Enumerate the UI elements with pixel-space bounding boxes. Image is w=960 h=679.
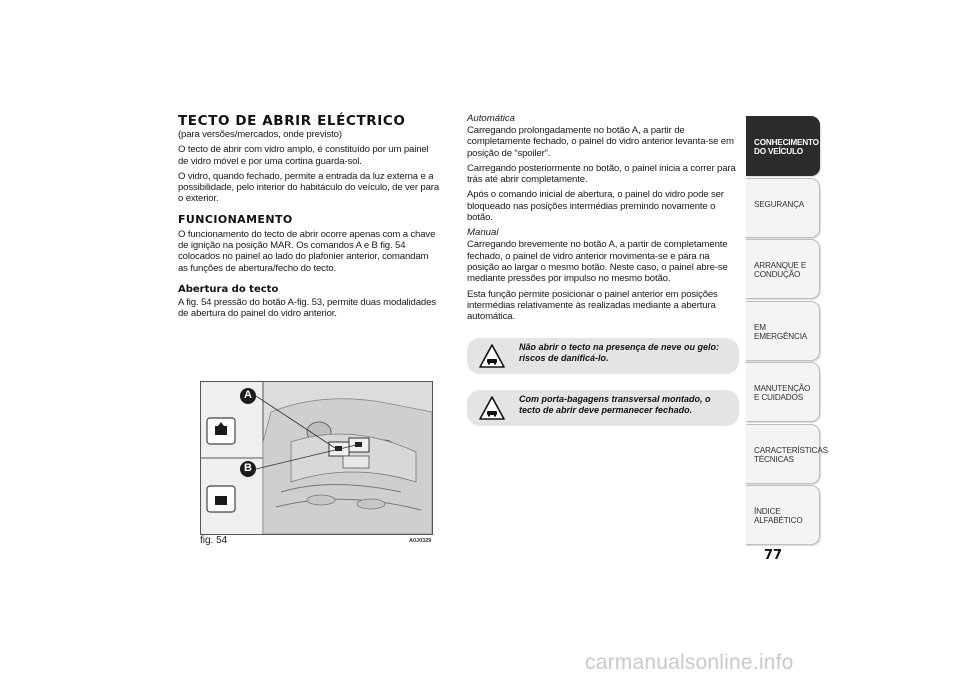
page-title: TECTO DE ABRIR ELÉCTRICO [178,113,406,129]
section-heading: FUNCIONAMENTO [178,212,293,226]
tab-arranque-e-conducao[interactable] [746,239,820,299]
paragraph: Esta função permite posicionar o painel anterior em posições intermédias relativamente às realizadas mediante a abertura automática. [467,288,718,323]
figure-caption: fig. 54 [200,535,228,546]
page-number: 77 [764,548,783,563]
tab-label: EM EMERGÊNCIA [754,322,808,341]
warning-box [467,390,739,426]
tab-seguranca[interactable] [746,178,820,238]
tab-label: ÍNDICE ALFABÉTICO [754,507,803,525]
paragraph: A fig. 54 pressão do botão A-fig. 53, permite duas modalidades de abertura do painel do vidro anterior. [178,296,436,320]
warning-icon [479,344,505,368]
tab-label: CARACTERÍSTICAS TÉCNICAS [754,445,828,464]
right-column [467,113,739,426]
tab-label: CONHECIMENTO DO VEÍCULO [754,138,819,156]
tab-indice-alfabetico[interactable] [746,485,820,545]
warning-box [467,338,739,374]
figure-code: A0J0329 [409,538,432,544]
tab-label: SEGURANÇA [754,199,805,209]
figure-roof-controls [200,381,433,535]
subheading-automatic: Automática [467,113,515,124]
tab-caracteristicas-tecnicas[interactable] [746,424,828,484]
left-column [178,113,440,324]
label-a: A [244,389,252,401]
label-b: B [244,462,252,474]
tab-label: ARRANQUE E CONDUÇÃO [754,261,807,279]
paragraph: O tecto de abrir com vidro amplo, é constituído por um painel de vidro móvel e por uma cortina guarda-sol. [178,144,429,167]
tab-conhecimento-do-veiculo[interactable] [746,116,820,176]
roof-control-illustration [201,382,432,534]
paragraph: Carregando posteriormente no botão, o painel inicia a correr para trás até abrir completamente. [467,162,736,186]
subheading-manual: Manual [467,227,499,239]
paragraph: O funcionamento do tecto de abrir ocorre apenas com a chave de ignição na posição MAR. Os comandos A e B fig. 54 colocados no painel ao lado do plafonier anterior, comandam as funções de abertura/fecho do tecto. [178,228,436,274]
tab-manutencao-e-cuidados[interactable] [746,362,820,422]
warning-text: Com porta-bagagens transversal montado, o tecto de abrir deve permanecer fechado. [519,394,711,415]
tab-em-emergencia[interactable] [746,301,820,361]
subtitle: (para versões/mercados, onde previsto) [178,129,342,140]
paragraph: Após o comando inicial de abertura, o painel do vidro pode ser bloqueado nas posições intermédias premindo novamente o botão. [467,189,724,224]
tab-label: MANUTENÇÃO E CUIDADOS [754,384,811,402]
warning-icon [479,396,505,420]
subsection-heading: Abertura do tecto [178,283,279,295]
watermark: carmanualsonline.info [585,651,794,674]
chapter-tabs [746,116,828,547]
paragraph: Carregando prolongadamente no botão A, a partir de completamente fechado, o painel do vidro anterior levanta-se em posição de “spoiler”. [467,125,734,159]
warning-text: Não abrir o tecto na presença de neve ou gelo: riscos de danificá-lo. [519,342,720,363]
paragraph: O vidro, quando fechado, permite a entrada da luz externa e a possibilidade, pelo interior do habitáculo do veículo, de ver para o exterior. [178,170,440,205]
paragraph: Carregando brevemente no botão A, a partir de completamente fechado, o painel de vidro anterior movimenta-se e pára na posição ao largar o mesmo botão. Neste caso, o painel abre-se mediante pressões por impulso no mesmo botão. [467,239,728,285]
